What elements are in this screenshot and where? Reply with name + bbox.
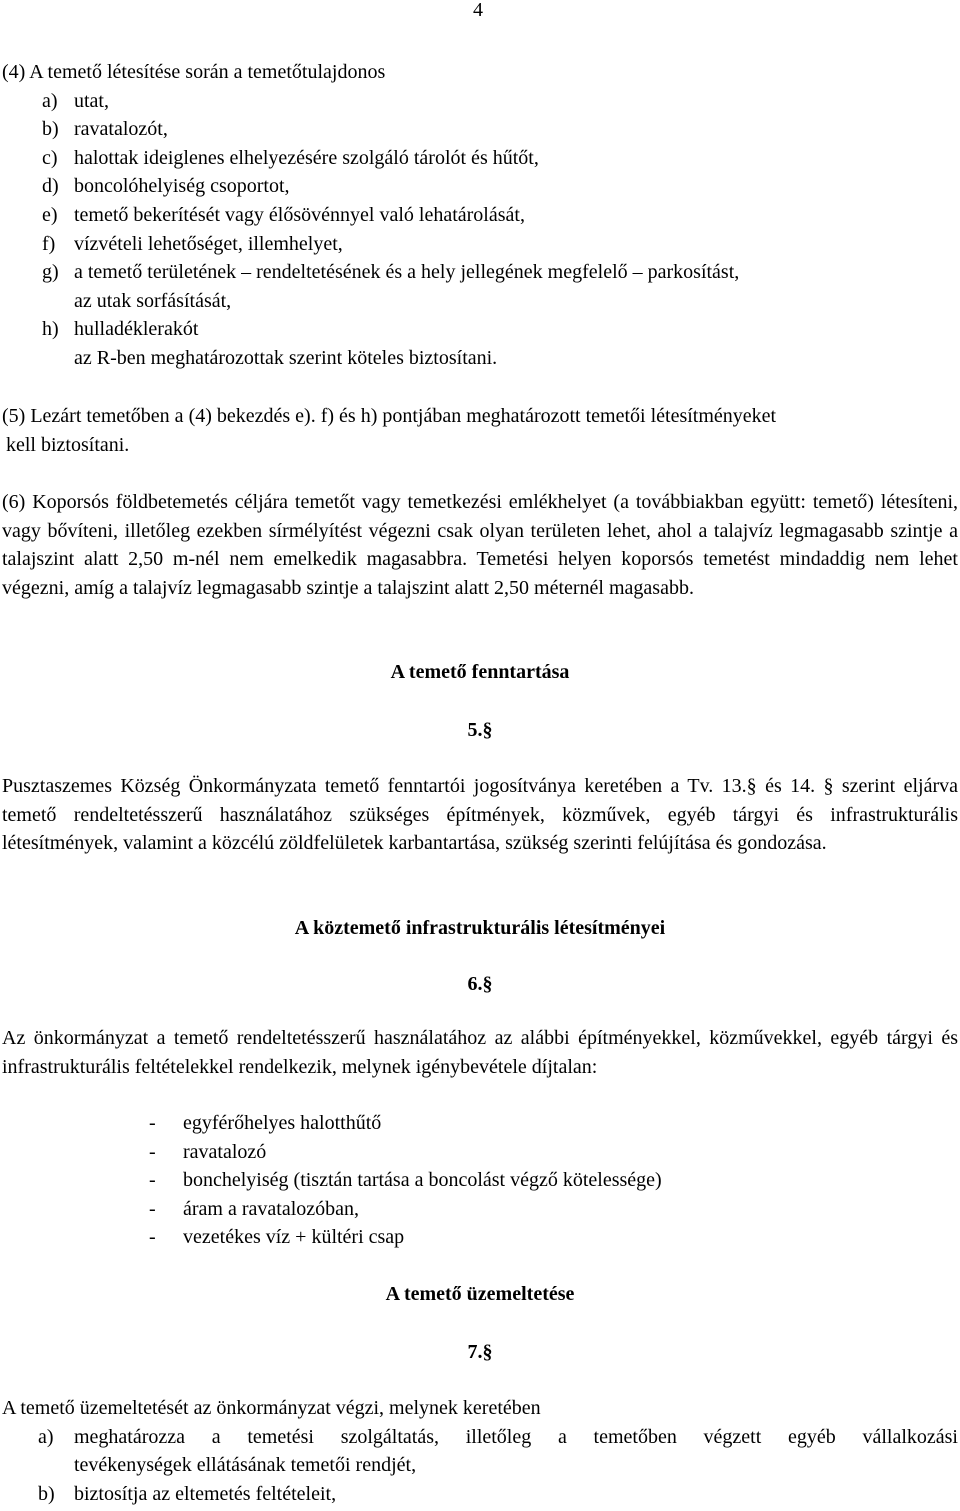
item-text: vezetékes víz + kültéri csap: [183, 1226, 405, 1249]
paragraph-intro: A temető üzemeltetését az önkormányzat végzi, melynek keretében: [2, 1397, 541, 1419]
list-item: [2, 172, 958, 201]
list-item: [2, 144, 958, 173]
item-label: c): [42, 146, 58, 169]
list-item: [2, 230, 958, 259]
section-7-text: [2, 1394, 958, 1508]
paragraph-intro: (4) A temető létesítése során a temetőtulajdonos: [2, 61, 386, 83]
list-item: [2, 1109, 958, 1138]
item-text: ravatalozó: [183, 1140, 267, 1163]
section-5-text: Pusztaszemes Község Önkormányzata temető fenntartói jogosítványa keretében a Tv. 13.§ és 14. § szerint eljárva temető rendeltetésszerű használatához szükséges építmények, közművek, egyéb tárgyi és infrastrukturális létesítmények, valamint a közcélú zöldfelületek karbantartása, szükség szerinti felújítása és gondozása.: [2, 775, 958, 855]
item-text: bonchelyiség (tisztán tartása a boncolást végző kötelessége): [183, 1169, 662, 1192]
bullet-dash: -: [149, 1169, 156, 1192]
paragraph-4: [2, 58, 958, 373]
list-item: [2, 1195, 958, 1224]
bullet-dash: -: [149, 1140, 156, 1163]
list-item: [2, 1423, 958, 1452]
item-label: b): [38, 1482, 55, 1505]
bullet-dash: -: [149, 1197, 156, 1220]
bullet-dash: -: [149, 1112, 156, 1134]
paragraph-line: (5) Lezárt temetőben a (4) bekezdés e). f) és h) pontjában meghatározott temetői létesítményeket: [2, 405, 777, 427]
bullet-dash: -: [149, 1226, 156, 1249]
section-number: 7.§: [467, 1341, 493, 1363]
item-label: a): [38, 1425, 54, 1448]
section-heading: A temető fenntartása: [390, 661, 570, 683]
list-item: [2, 1166, 958, 1195]
item-text: vízvételi lehetőséget, illemhelyet,: [74, 232, 343, 255]
paragraph-closing: az R-ben meghatározottak szerint köteles biztosítani.: [74, 346, 498, 369]
list-item-continuation: [2, 287, 958, 316]
paragraph-line: kell biztosítani.: [6, 433, 130, 456]
list-item-continuation: [2, 1451, 958, 1480]
item-text: tevékenységek ellátásának temetői rendjét,: [74, 1454, 417, 1477]
list-item: [2, 1223, 958, 1252]
item-label: a): [42, 89, 58, 112]
page-number: 4: [473, 0, 483, 21]
item-text: ravatalozót,: [74, 118, 168, 141]
item-label: f): [42, 232, 56, 255]
item-text: egyférőhelyes halotthűtő: [183, 1112, 382, 1134]
item-text: hulladéklerakót: [74, 318, 199, 341]
list-item: [2, 115, 958, 144]
item-label: b): [42, 118, 59, 141]
section-6-list: [2, 1109, 958, 1252]
item-text: az utak sorfásítását,: [74, 289, 232, 312]
section-heading: A temető üzemeltetése: [385, 1283, 575, 1305]
item-text: utat,: [74, 89, 109, 112]
item-text: meghatározza a temetési szolgáltatás, illetőleg a temetőben végzett egyéb vállalkozási: [74, 1425, 958, 1448]
section-number: 5.§: [467, 719, 493, 741]
list-item: [2, 201, 958, 230]
list-item: [2, 1138, 958, 1167]
item-label: e): [42, 203, 58, 226]
paragraph-6: (6) Koporsós földbetemetés céljára temetőt vagy temetkezési emlékhelyet (a továbbiakban együtt: temető) létesíteni, vagy bővíteni, illetőleg ezekben sírmélyítést végezni csak olyan területen lehet, ahol a talajvíz legmagasabb szintje a talajszint alatt 2,50 m-nél nem emelkedik magasabbra. Temetési helyen koporsós temetést mindaddig nem lehet végezni, amíg a talajvíz legmagasabb szintje a talajszint alatt 2,50 méternél magasabb.: [2, 491, 958, 599]
section-heading: A köztemető infrastrukturális létesítményei: [294, 917, 666, 939]
section-number: 6.§: [467, 973, 493, 995]
item-text: biztosítja az eltemetés feltételeit,: [74, 1482, 337, 1505]
item-label: h): [42, 318, 59, 341]
item-text: áram a ravatalozóban,: [183, 1197, 360, 1220]
list-item: [2, 1480, 958, 1509]
item-text: a temető területének – rendeltetésének és a hely jellegének megfelelő – parkosítást,: [74, 261, 740, 284]
list-item: [2, 315, 958, 344]
section-6-text: Az önkormányzat a temető rendeltetésszerű használatához az alábbi építményekkel, közművekkel, egyéb tárgyi és infrastrukturális feltételekkel rendelkezik, melynek igénybevétele díjtalan:: [2, 1027, 958, 1078]
item-text: boncolóhelyiség csoportot,: [74, 175, 290, 198]
item-label: g): [42, 261, 59, 284]
item-text: temető bekerítését vagy élősövénnyel való lehatárolását,: [74, 203, 525, 226]
paragraph-5: [2, 402, 958, 459]
list-item: [2, 87, 958, 116]
item-text: halottak ideiglenes elhelyezésére szolgáló tárolót és hűtőt,: [74, 146, 539, 169]
item-label: d): [42, 175, 59, 198]
list-item: [2, 258, 958, 287]
